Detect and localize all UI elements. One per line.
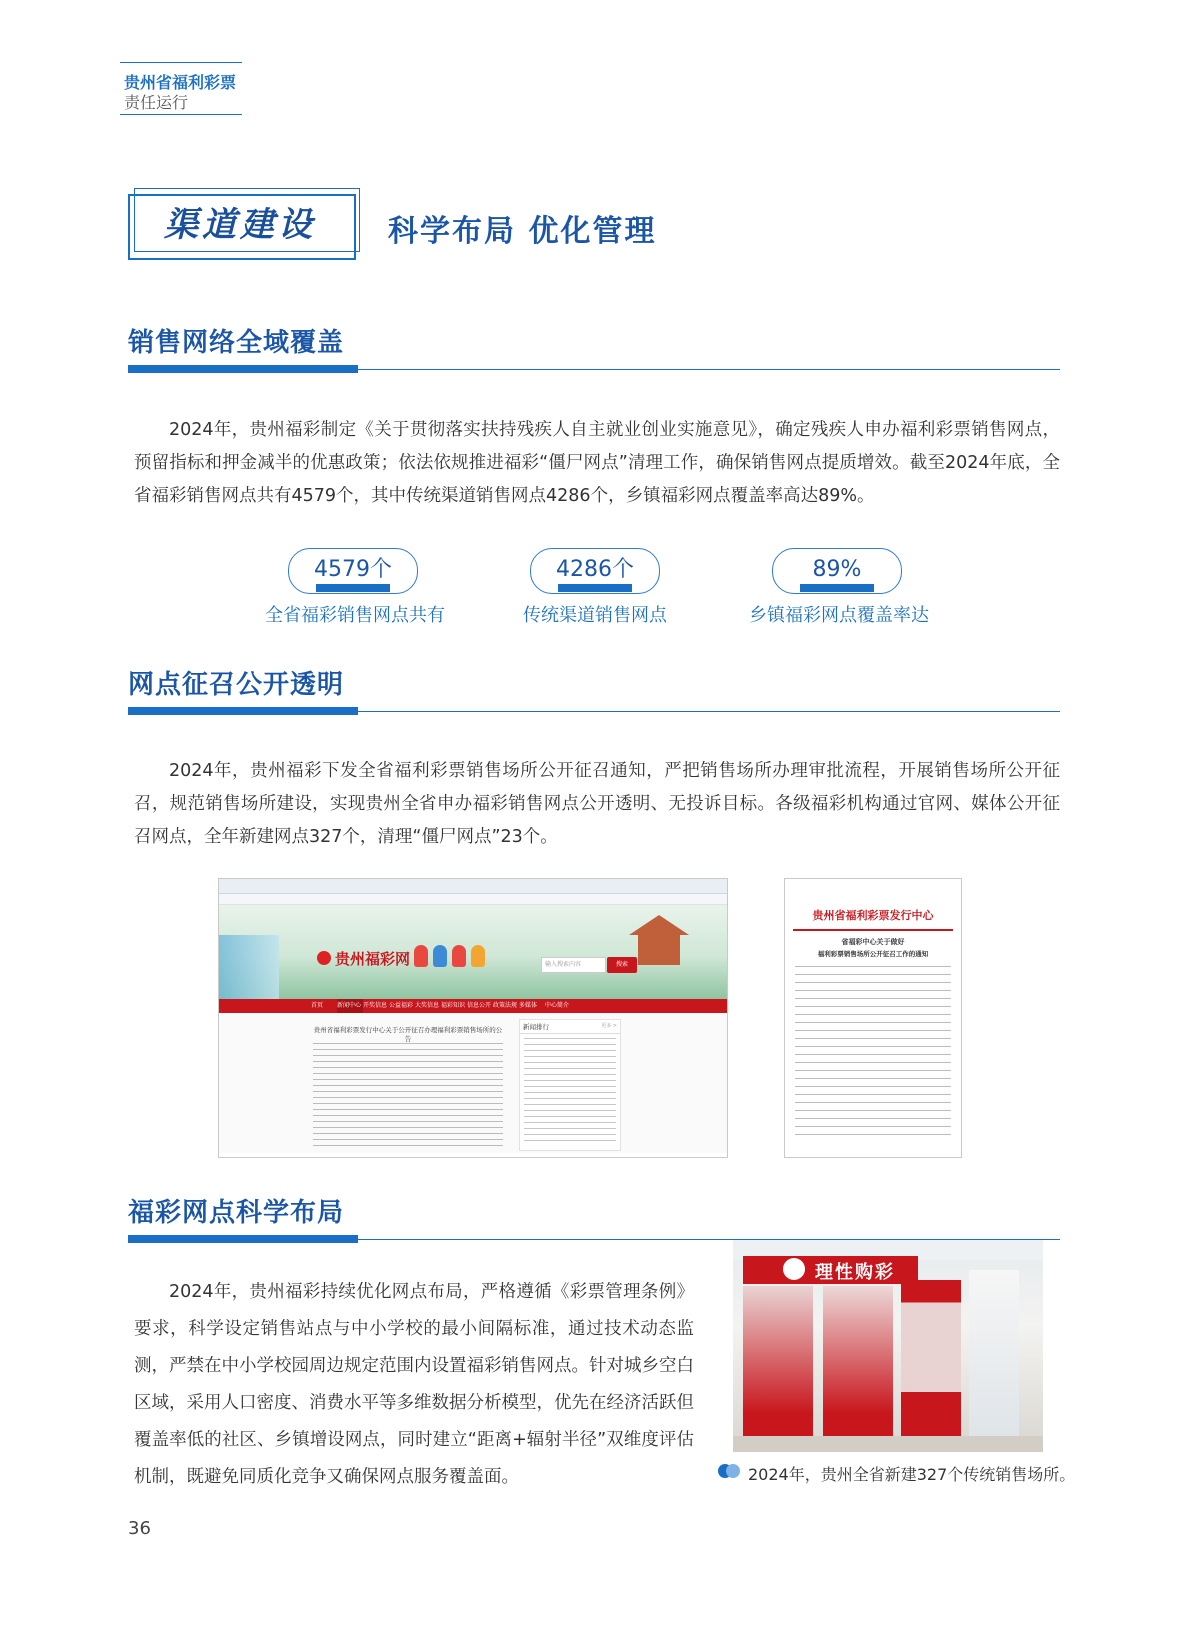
caption-bullet-icon-2 — [726, 1464, 740, 1478]
photo-logo-icon — [783, 1258, 805, 1280]
banner-pavilion — [629, 915, 689, 965]
page-number: 36 — [128, 1518, 151, 1539]
photo-sign-text: 理性购彩 — [815, 1262, 895, 1283]
website-banner — [219, 905, 727, 999]
stat-label-3: 乡镇福彩网点覆盖率达 — [749, 605, 929, 626]
stat-label-2: 传统渠道销售网点 — [523, 605, 667, 626]
photo-kiosk-3 — [901, 1280, 961, 1440]
photo-floor — [733, 1436, 1043, 1452]
document-red-rule — [793, 929, 953, 931]
site-search-button[interactable]: 搜索 — [607, 957, 637, 973]
document-header: 贵州省福利彩票发行中心 — [812, 909, 934, 922]
site-nav-item[interactable]: 开奖信息 — [363, 1002, 388, 1009]
article-body — [313, 1043, 503, 1149]
site-nav-item[interactable]: 政策法规 — [493, 1002, 518, 1009]
website-screenshot — [218, 878, 728, 1158]
site-nav-item[interactable]: 多媒体 — [519, 1002, 538, 1009]
photo-caption: 2024年，贵州全省新建327个传统销售场所。 — [748, 1465, 1076, 1484]
photo-kiosk-2 — [823, 1286, 893, 1436]
header-section: 责任运行 — [124, 93, 189, 112]
header-bottom-line — [120, 114, 242, 115]
section2-paragraph: 2024年，贵州福彩下发全省福利彩票销售场所公开征召通知，严把销售场所办理审批流程，开展销售场所公开征召，规范销售场所建设，实现贵州全省申办福彩销售网点公开透明、无投诉目标。各级福彩机构通过官网、媒体公开征召网点，全年新建网点327个，清理“僵尸网点”23个。 — [134, 761, 1060, 847]
section2-bar — [128, 707, 358, 715]
section1-bar — [128, 365, 358, 373]
stat-bar-1 — [316, 584, 390, 592]
stat-bar-2 — [558, 584, 632, 592]
site-nav-item[interactable]: 新闻中心 — [337, 999, 363, 1013]
site-logo[interactable]: 贵州福彩网 — [335, 950, 411, 968]
stat-bar-3 — [800, 584, 874, 592]
section3-title: 福彩网点科学布局 — [128, 1198, 345, 1228]
site-nav-item[interactable]: 中心简介 — [545, 1002, 570, 1009]
section1-paragraph: 2024年，贵州福彩制定《关于贯彻落实扶持残疾人自主就业创业实施意见》，确定残疾人申办福利彩票销售网点，预留指标和押金减半的优惠政策；依法依规推进福彩“僵尸网点”清理工作，确保销售网点提质增效。截至2024年底，全省福彩销售网点共有4579个，其中传统渠道销售网点4286个，乡镇福彩网点覆盖率高达89%。 — [134, 420, 1060, 506]
banner-mascots — [414, 945, 504, 971]
site-nav-item[interactable]: 信息公开 — [467, 1002, 492, 1009]
news-ranking-list — [524, 1038, 616, 1146]
section2-title: 网点征召公开透明 — [128, 670, 345, 700]
store-photo — [733, 1240, 1043, 1452]
stat-value-3: 89% — [772, 548, 902, 594]
site-nav-bar — [219, 999, 727, 1013]
notice-document — [784, 878, 962, 1158]
section1-title: 销售网络全域覆盖 — [128, 328, 345, 358]
site-nav-item[interactable]: 大奖信息 — [415, 1002, 440, 1009]
article-title[interactable]: 贵州省福利彩票发行中心关于公开征召办理福利彩票销售场所的公告 — [313, 1026, 503, 1043]
site-nav-item[interactable]: 首页 — [311, 1002, 324, 1009]
photo-kiosk-1 — [743, 1286, 813, 1436]
document-body — [795, 966, 951, 1138]
header-top-line — [120, 62, 242, 63]
site-content — [219, 1013, 727, 1153]
section3-bar — [128, 1235, 358, 1243]
banner-waterfall — [219, 935, 279, 999]
chapter-calligraphy-title: 渠道建设 — [164, 205, 316, 245]
section3-paragraph: 2024年，贵州福彩持续优化网点布局，严格遵循《彩票管理条例》要求，科学设定销售站点与中小学校的最小间隔标准，通过技术动态监测，严禁在中小学校园周边规定范围内设置福彩销售网点。针对城乡空白区域，采用人口密度、消费水平等多维数据分析模型，优先在经济活跃但覆盖率低的社区、乡镇增设网点，同时建立“距离+辐射半径”双维度评估机制，既避免同质化竞争又确保网点服务覆盖面。 — [134, 1282, 694, 1487]
site-search-input[interactable]: 输入搜索内容 — [541, 957, 606, 973]
logo-icon — [317, 951, 331, 965]
news-ranking-panel — [519, 1019, 621, 1151]
document-title-line1: 省福彩中心关于做好 — [841, 938, 905, 946]
browser-tab-bar — [219, 879, 727, 894]
document-title-line2: 福利彩票销售场所公开征召工作的通知 — [817, 950, 929, 958]
site-nav-item[interactable]: 福彩知识 — [441, 1002, 466, 1009]
stat-value-1: 4579个 — [288, 548, 418, 594]
photo-window — [969, 1270, 1019, 1440]
header-org: 贵州省福利彩票 — [124, 73, 237, 92]
news-ranking-title: 新闻排行 — [523, 1023, 549, 1031]
chapter-main-title: 科学布局 优化管理 — [388, 214, 657, 249]
news-more-link[interactable]: 更多 > — [601, 1023, 617, 1029]
stat-label-1: 全省福彩销售网点共有 — [265, 605, 445, 626]
browser-address-bar — [219, 894, 727, 905]
site-nav-item[interactable]: 公益福彩 — [389, 1002, 414, 1009]
stat-value-2: 4286个 — [530, 548, 660, 594]
